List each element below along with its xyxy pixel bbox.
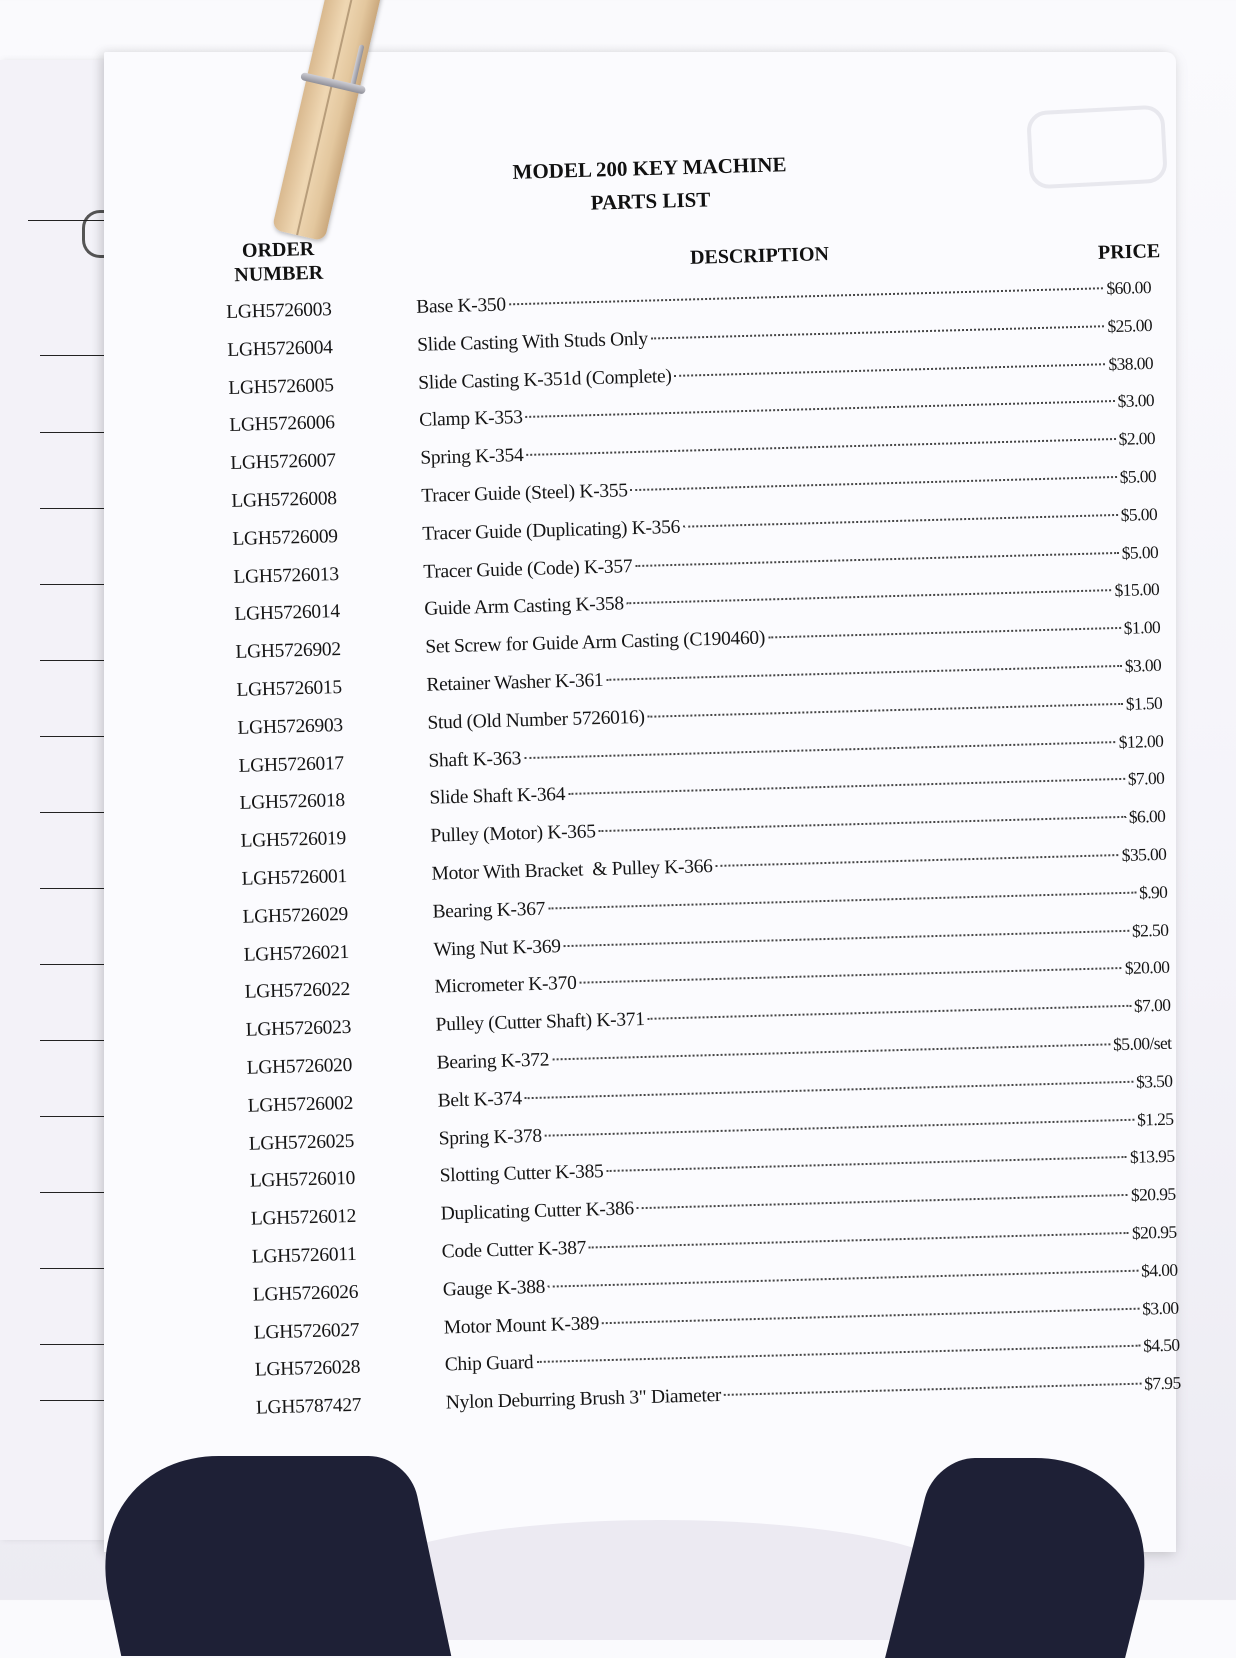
back-sheet-rule xyxy=(40,1040,104,1041)
part-description: Stud (Old Number 5726016) xyxy=(427,706,645,734)
part-description: Tracer Guide (Steel) K-355 xyxy=(421,480,629,507)
back-sheet-rule xyxy=(40,1344,104,1345)
back-sheet-rule xyxy=(40,508,104,509)
part-price: $5.00/set xyxy=(1112,1032,1172,1055)
part-description: Tracer Guide (Code) K-357 xyxy=(423,555,633,583)
part-description: Micrometer K-370 xyxy=(434,973,577,998)
document-title xyxy=(439,146,861,223)
order-number: LGH5726018 xyxy=(239,790,346,815)
part-description: Slotting Cutter K-385 xyxy=(439,1161,604,1187)
dot-leader xyxy=(635,552,1119,567)
part-price: $7.95 xyxy=(1143,1372,1181,1394)
order-number: LGH5726021 xyxy=(243,941,350,966)
order-number: LGH5726020 xyxy=(246,1054,353,1079)
part-description: Pulley (Motor) K-365 xyxy=(430,821,596,847)
part-price: $60.00 xyxy=(1106,276,1152,299)
part-description: Belt K-374 xyxy=(437,1088,523,1112)
dot-leader xyxy=(724,1383,1141,1396)
order-number: LGH5726009 xyxy=(232,525,338,550)
order-number: LGH5726029 xyxy=(242,903,349,928)
order-header-line-2: NUMBER xyxy=(234,261,324,287)
order-number: LGH5726014 xyxy=(234,601,341,626)
back-sheet-rule xyxy=(40,1192,104,1193)
part-price: $5.00 xyxy=(1120,503,1158,525)
dot-leader xyxy=(683,514,1118,528)
dot-leader xyxy=(651,325,1105,339)
order-number: LGH5787427 xyxy=(255,1394,362,1419)
back-sheet-rule xyxy=(40,584,104,585)
part-price: $2.50 xyxy=(1131,919,1169,941)
part-price: $1.00 xyxy=(1123,617,1161,639)
dot-leader xyxy=(606,1156,1127,1172)
back-sheet-rule xyxy=(28,220,106,221)
back-sheet-rule xyxy=(40,432,104,433)
part-description: Bearing K-372 xyxy=(436,1049,550,1074)
dot-leader xyxy=(627,590,1112,605)
part-price: $3.00 xyxy=(1124,654,1162,676)
part-price: $38.00 xyxy=(1108,352,1154,374)
back-sheet-rule xyxy=(40,964,104,965)
order-number: LGH5726012 xyxy=(250,1205,357,1230)
stand-base xyxy=(360,1520,960,1640)
order-number: LGH5726010 xyxy=(249,1168,356,1193)
part-description: Chip Guard xyxy=(444,1352,534,1376)
title-line-1: MODEL 200 KEY MACHINE xyxy=(512,152,787,184)
part-price: $20.95 xyxy=(1131,1221,1177,1243)
part-description: Nylon Deburring Brush 3" Diameter xyxy=(445,1385,722,1414)
order-number: LGH5726902 xyxy=(235,639,342,664)
part-price: $4.50 xyxy=(1142,1334,1180,1356)
part-price: $20.00 xyxy=(1124,957,1170,979)
part-description: Code Cutter K-387 xyxy=(441,1237,587,1263)
part-price: $1.25 xyxy=(1136,1108,1174,1130)
part-price: $3.00 xyxy=(1141,1297,1179,1319)
order-number-header xyxy=(233,237,323,287)
part-description: Motor Mount K-389 xyxy=(443,1312,600,1338)
part-description: Spring K-354 xyxy=(420,445,524,469)
part-description: Bearing K-367 xyxy=(432,898,546,923)
part-price: $7.00 xyxy=(1133,994,1171,1016)
order-number: LGH5726017 xyxy=(238,752,345,777)
order-number: LGH5726022 xyxy=(244,979,351,1004)
order-number: LGH5726027 xyxy=(253,1319,360,1344)
order-number: LGH5726004 xyxy=(227,336,333,361)
part-price: $7.00 xyxy=(1127,768,1165,790)
part-price: $.90 xyxy=(1138,881,1168,903)
order-number: LGH5726002 xyxy=(247,1092,354,1117)
part-price: $3.50 xyxy=(1135,1070,1173,1092)
order-number: LGH5726008 xyxy=(231,488,337,512)
order-number: LGH5726007 xyxy=(230,450,336,475)
order-number: LGH5726015 xyxy=(236,676,343,701)
dot-leader xyxy=(648,1005,1131,1020)
description-header: DESCRIPTION xyxy=(689,243,830,269)
order-number: LGH5726013 xyxy=(233,563,340,588)
bleed-through-logo xyxy=(1026,104,1168,189)
part-description: Clamp K-353 xyxy=(418,407,523,432)
part-description: Set Screw for Guide Arm Casting (C190460) xyxy=(425,627,766,658)
back-sheet-rule xyxy=(40,1116,104,1117)
order-number: LGH5726019 xyxy=(240,828,347,852)
order-number: LGH5726025 xyxy=(248,1130,355,1155)
part-description: Slide Shaft K-364 xyxy=(429,784,566,810)
part-price: $12.00 xyxy=(1118,730,1164,752)
back-sheet-rule xyxy=(40,736,104,737)
back-sheet-rule xyxy=(40,812,104,813)
part-description: Spring K-378 xyxy=(438,1125,543,1150)
part-price: $4.00 xyxy=(1140,1259,1178,1281)
price-header: PRICE xyxy=(1097,240,1161,264)
order-number: LGH5726011 xyxy=(251,1243,357,1268)
part-price: $5.00 xyxy=(1119,465,1157,487)
part-price: $35.00 xyxy=(1121,843,1167,865)
part-description: Shaft K-363 xyxy=(428,747,522,772)
dot-leader xyxy=(599,816,1126,832)
part-price: $5.00 xyxy=(1121,541,1159,563)
part-price: $6.00 xyxy=(1128,805,1166,827)
part-description: Pulley (Cutter Shaft) K-371 xyxy=(435,1009,645,1036)
part-description: Gauge K-388 xyxy=(442,1276,546,1301)
part-description: Tracer Guide (Duplicating) K-356 xyxy=(422,516,681,545)
parts-table xyxy=(226,277,1181,1436)
order-number: LGH5726028 xyxy=(254,1357,361,1381)
back-sheet-rule xyxy=(40,355,104,356)
order-number: LGH5726023 xyxy=(245,1017,352,1041)
part-description: Wing Nut K-369 xyxy=(433,935,562,961)
order-number: LGH5726903 xyxy=(237,714,344,739)
order-header-line-1: ORDER xyxy=(241,238,315,263)
part-description: Duplicating Cutter K-386 xyxy=(440,1198,635,1225)
back-sheet-rule xyxy=(40,1400,104,1401)
part-price: $25.00 xyxy=(1107,314,1153,336)
order-number: LGH5726006 xyxy=(229,412,335,437)
part-price: $13.95 xyxy=(1129,1145,1175,1168)
order-number: LGH5726003 xyxy=(226,299,332,323)
dot-leader xyxy=(589,1232,1129,1249)
part-description: Retainer Washer K-361 xyxy=(426,669,604,696)
part-description: Base K-350 xyxy=(415,294,507,318)
order-number: LGH5726026 xyxy=(252,1281,359,1306)
part-price: $2.00 xyxy=(1118,428,1156,450)
back-sheet-rule xyxy=(40,1268,104,1269)
part-price: $1.50 xyxy=(1125,692,1163,714)
dot-leader xyxy=(648,703,1123,718)
part-price: $15.00 xyxy=(1114,579,1160,601)
back-sheet-rule xyxy=(40,888,104,889)
part-description: Slide Casting K-351d (Complete) xyxy=(417,365,672,394)
dot-leader xyxy=(768,627,1121,639)
back-sheet-rule xyxy=(40,660,104,661)
dot-leader xyxy=(637,1194,1128,1209)
dot-leader xyxy=(602,1307,1139,1324)
dot-leader xyxy=(675,363,1106,377)
dot-leader xyxy=(631,476,1117,491)
part-description: Motor With Bracket & Pulley K-366 xyxy=(431,856,713,885)
part-price: $20.95 xyxy=(1130,1183,1176,1205)
part-description: Guide Arm Casting K-358 xyxy=(424,593,625,621)
dot-leader xyxy=(579,967,1121,984)
part-description: Slide Casting With Studs Only xyxy=(416,328,649,356)
order-number: LGH5726005 xyxy=(228,374,334,399)
part-price: $3.00 xyxy=(1117,390,1155,412)
title-line-2: PARTS LIST xyxy=(590,186,711,215)
order-number: LGH5726001 xyxy=(241,865,348,890)
dot-leader xyxy=(606,665,1122,681)
dot-leader xyxy=(716,854,1119,867)
